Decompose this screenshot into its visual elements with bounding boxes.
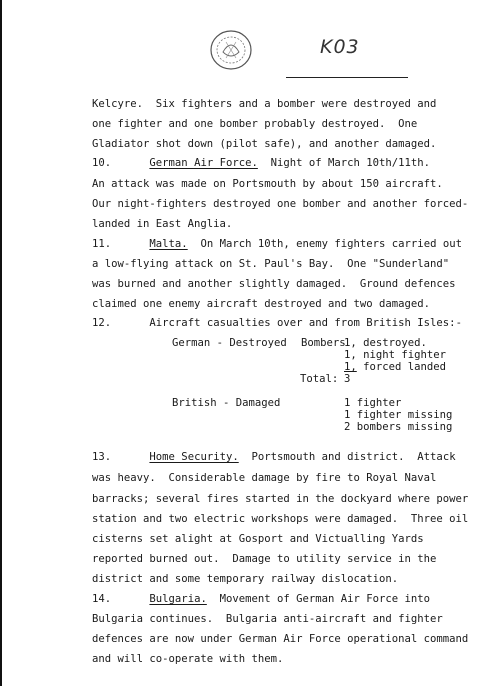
paragraph-text: Night of March 10th/11th. (257, 157, 431, 169)
page-edge (0, 0, 2, 686)
paragraph-10-heading-line (92, 156, 430, 170)
paragraph-number: 14. (92, 593, 112, 605)
reference-number: K03 (320, 36, 360, 58)
british-damaged-label: British - Damaged (172, 397, 281, 409)
header-rule (286, 77, 408, 78)
british-item: 1 fighter missing (344, 409, 453, 421)
german-destroyed-label: German - Destroyed (172, 337, 287, 349)
paragraph-text: On March 10th, enemy fighters carried out (187, 238, 462, 250)
text-line: and will co-operate with them. (92, 653, 284, 665)
text-line: a low-flying attack on St. Paul's Bay. One "Sunderland" (92, 258, 450, 270)
text-line: defences are now under German Air Force operational command (92, 633, 469, 645)
text-line: claimed one enemy aircraft destroyed and two damaged. (92, 298, 431, 310)
text-line: landed in East Anglia. (92, 218, 233, 230)
british-item: 2 bombers missing (344, 421, 453, 433)
paragraph-number: 13. (92, 451, 112, 463)
text-line: station and two electric workshops were damaged. Three oil (92, 513, 469, 525)
text-line: Our night-fighters destroyed one bomber and another forced- (92, 198, 469, 210)
paragraph-text: Portsmouth and district. Attack (238, 451, 456, 463)
german-item-text: forced landed (356, 361, 447, 373)
text-line: An attack was made on Portsmouth by about 150 aircraft. (92, 178, 443, 190)
text-line: one fighter and one bomber probably destroyed. One (92, 118, 418, 130)
text-line: cisterns set alight at Gosport and Victualling Yards (92, 533, 424, 545)
text-line: Bulgaria continues. Bulgaria anti-aircraft and fighter (92, 613, 443, 625)
text-line: reported burned out. Damage to utility service in the (92, 553, 437, 565)
paragraph-14-heading-line (92, 592, 430, 606)
paragraph-heading: German Air Force. (149, 157, 258, 169)
paragraph-11-heading-line (92, 237, 462, 251)
german-item: 1, destroyed. (344, 337, 427, 349)
seal-stamp-icon (208, 28, 254, 72)
paragraph-number: 11. (92, 238, 112, 250)
text-line: district and some temporary railway dislocation. (92, 573, 399, 585)
paragraph-heading: Malta. (149, 238, 188, 250)
german-item-number: 1, (344, 361, 357, 373)
german-item: 1, night fighter (344, 349, 447, 361)
german-item (344, 361, 446, 373)
text-line: Gladiator shot down (pilot safe), and another damaged. (92, 138, 437, 150)
paragraph-13-heading-line (92, 450, 456, 464)
paragraph-text: Movement of German Air Force into (206, 593, 431, 605)
paragraph-number: 12. (92, 317, 112, 329)
paragraph-text: Aircraft casualties over and from British Isles:- (149, 317, 462, 329)
total-value: 3 (344, 373, 351, 385)
text-line: Kelcyre. Six fighters and a bomber were destroyed and (92, 98, 437, 110)
text-line: barracks; several fires started in the dockyard where power (92, 493, 469, 505)
paragraph-12-line (92, 316, 462, 330)
total-label: Total: (300, 373, 339, 385)
paragraph-heading: Bulgaria. (149, 593, 207, 605)
bombers-label: Bombers (301, 337, 346, 349)
text-line: was burned and another slightly damaged. Ground defences (92, 278, 456, 290)
text-line: was heavy. Considerable damage by fire to Royal Naval (92, 472, 437, 484)
paragraph-number: 10. (92, 157, 112, 169)
british-item: 1 fighter (344, 397, 402, 409)
paragraph-heading: Home Security. (149, 451, 239, 463)
